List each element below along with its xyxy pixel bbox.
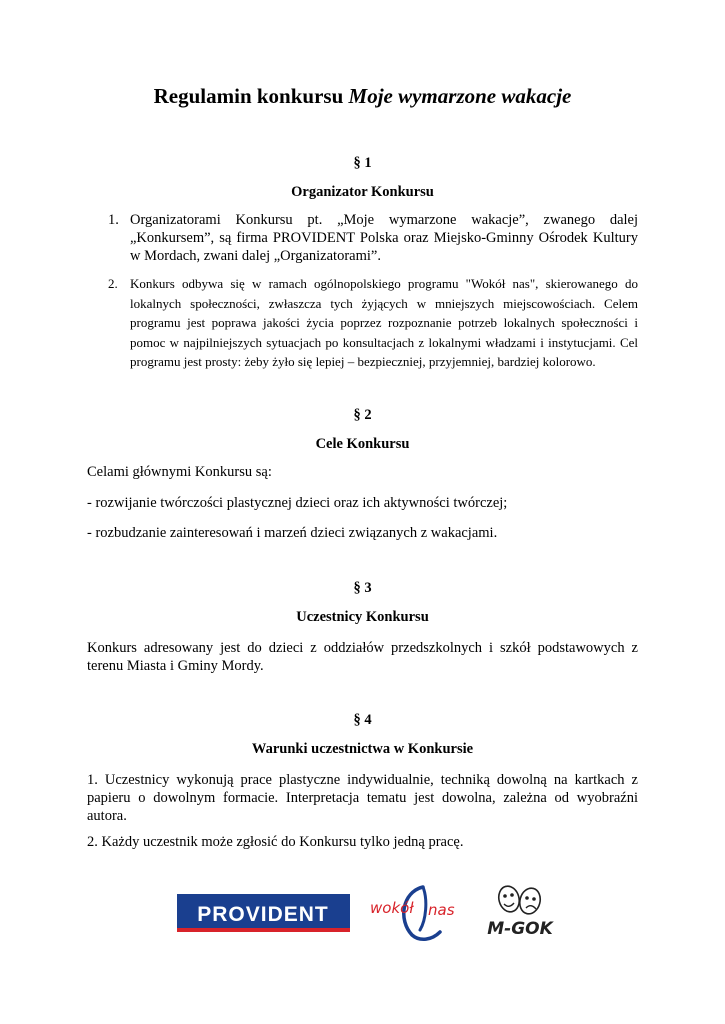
section-1-item-2 (108, 274, 638, 372)
section-4-heading: Warunki uczestnictwa w Konkursie (251, 741, 474, 757)
section-1-item-1 (108, 211, 638, 265)
section-1-sign: § 1 (353, 155, 372, 171)
logo-row (0, 880, 725, 960)
provident-logo-stripe (177, 928, 350, 932)
section-3-text: Konkurs adresowany jest do dzieci z oddziałów przedszkolnych i szkół podstawowych z terenu Miasta i Gminy Mordy. (87, 640, 638, 674)
logo-row-svg (0, 880, 725, 960)
section-4-item-1: 1. Uczestnicy wykonują prace plastyczne indywidualnie, techniką dowolną na kartkach z papieru o dowolnym formacie. Interpretacja tematu jest dowolna, zależna od wyobraźni autora. (87, 772, 638, 824)
section-4-sign: § 4 (353, 712, 372, 728)
section-2-intro: Celami głównymi Konkursu są: (87, 464, 272, 480)
wokol-nas-left-text: wokół (370, 899, 414, 917)
section-2-sign: § 2 (353, 407, 372, 423)
mgok-logo (487, 884, 554, 939)
document-title (0, 84, 725, 109)
wokol-nas-right-text: nas (428, 901, 455, 919)
item-number: 1. (108, 212, 119, 228)
provident-logo (177, 894, 350, 932)
title-italic: Moje wymarzone wakacje (348, 84, 572, 108)
item-text: Konkurs odbywa się w ramach ogólnopolskiego programu "Wokół nas", skierowanego do lokalnych społeczności, zwłaszcza tych żyjących w mniejszych miejscowościach. Celem programu jest poprawa jakości życia poprzez rozpoznanie potrzeb lokalnych społeczności i pomoc w najpilniejszych sytuacjach po konsultacjach z lokalnymi władzami i instytucjami. Cel programu jest prosty: żeby żyło się lepiej – bezpieczniej, przyjemniej, bardziej kolorowo. (130, 276, 638, 369)
theatre-masks-icon (496, 884, 543, 916)
provident-logo-text: PROVIDENT (197, 903, 329, 926)
section-3-sign: § 3 (353, 580, 372, 596)
item-text: Organizatorami Konkursu pt. „Moje wymarzone wakacje”, zwanego dalej „Konkursem”, są firma PROVIDENT Polska oraz Miejsko-Gminny Ośrodek Kultury w Mordach, zwani dalej „Organizatorami”. (130, 212, 638, 264)
section-2-heading: Cele Konkursu (315, 436, 410, 452)
section-3-heading: Uczestnicy Konkursu (296, 609, 429, 625)
title-plain: Regulamin konkursu (153, 84, 349, 108)
item-number: 2. (108, 276, 118, 291)
section-2-line-2: - rozbudzanie zainteresowań i marzeń dzieci związanych z wakacjami. (87, 525, 498, 541)
mgok-logo-text: M-GOK (487, 919, 553, 939)
section-2-line-1: - rozwijanie twórczości plastycznej dzieci oraz ich aktywności twórczej; (87, 495, 508, 511)
wokol-nas-arc-icon (420, 887, 426, 930)
section-1-heading: Organizator Konkursu (291, 184, 434, 200)
wokol-nas-logo (370, 887, 455, 939)
section-4-item-2: 2. Każdy uczestnik może zgłosić do Konkursu tylko jedną pracę. (87, 834, 464, 850)
